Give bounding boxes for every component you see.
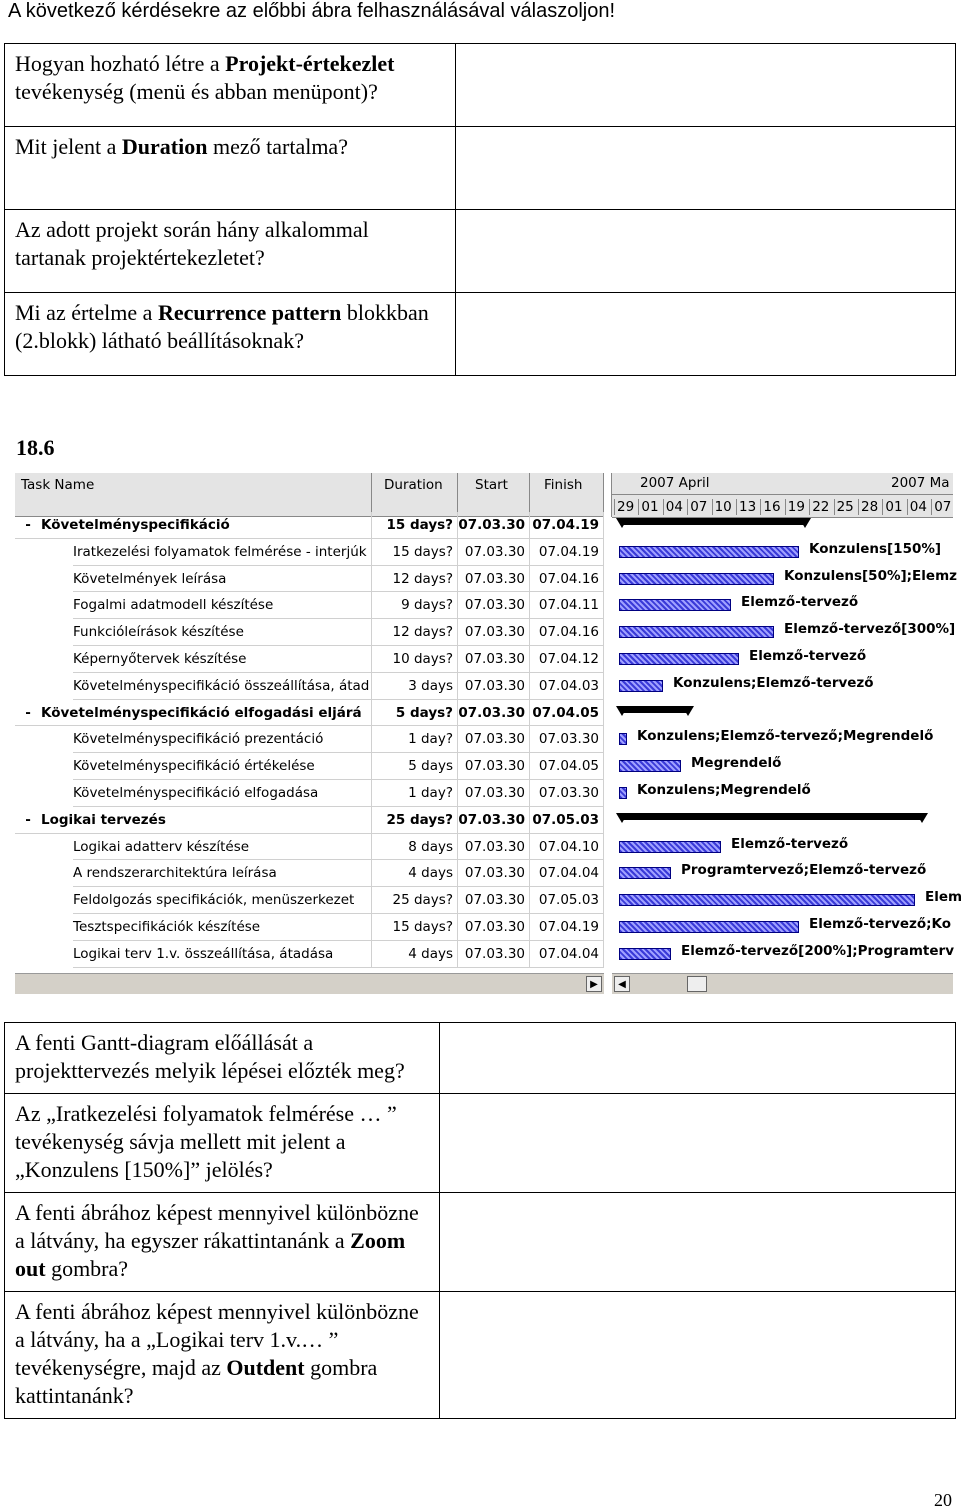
timescale-day: 07 — [687, 499, 711, 515]
question-text: A fenti Gantt-diagram előállását a projekttervezés melyik lépései előzték meg? — [15, 1030, 405, 1083]
task-duration[interactable]: 25 days? — [372, 807, 458, 834]
question-row — [5, 1094, 956, 1193]
task-duration[interactable]: 5 days? — [372, 700, 458, 727]
task-duration[interactable]: 4 days — [372, 941, 458, 968]
intro-text: A következő kérdésekre az előbbi ábra felhasználásával válaszoljon! — [8, 0, 616, 22]
task-finish[interactable]: 07.04.04 — [530, 860, 604, 887]
answer-cell[interactable] — [440, 1193, 956, 1292]
timescale-day: 19 — [785, 499, 809, 515]
question-row — [5, 210, 956, 293]
question-keyword: Outdent — [226, 1355, 305, 1380]
task-row[interactable] — [15, 887, 962, 914]
task-name[interactable]: Logikai tervezés — [41, 807, 372, 834]
task-name[interactable]: Tesztspecifikációk készítése — [73, 914, 372, 941]
question-cell — [5, 44, 456, 127]
task-bar[interactable] — [619, 653, 739, 665]
task-start[interactable]: 07.03.30 — [458, 700, 530, 727]
question-text: tevékenység (menü és abban menüpont)? — [15, 79, 378, 104]
task-finish[interactable]: 07.04.10 — [530, 834, 604, 861]
summary-bar[interactable] — [621, 518, 806, 525]
task-row[interactable] — [15, 673, 953, 700]
question-cell — [5, 127, 456, 210]
task-start[interactable]: 07.03.30 — [458, 726, 530, 753]
task-bar[interactable] — [619, 760, 681, 772]
resource-label: Elemző-tervező — [731, 835, 849, 852]
month-april: 2007 April — [640, 475, 710, 491]
task-name[interactable]: Követelményspecifikáció elfogadása — [73, 780, 372, 807]
answer-cell[interactable] — [440, 1292, 956, 1419]
resource-label: Konzulens;Elemző-tervező — [673, 674, 874, 691]
col-header-finish[interactable]: Finish — [530, 473, 604, 517]
task-row[interactable] — [15, 726, 953, 753]
resource-label: Konzulens[50%];Elemz — [784, 567, 957, 584]
scroll-left-icon[interactable]: ◀ — [614, 976, 630, 992]
col-header-task[interactable]: Task Name — [15, 473, 372, 517]
summary-bar[interactable] — [621, 706, 689, 713]
task-row[interactable] — [15, 780, 953, 807]
question-keyword: Duration — [121, 134, 208, 159]
task-name[interactable]: Logikai terv 1.v. összeállítása, átadása — [73, 941, 372, 968]
question-keyword: Zoom out — [15, 1228, 406, 1281]
answer-cell[interactable] — [456, 44, 956, 127]
timescale-day: 10 — [712, 499, 736, 515]
summary-task-row[interactable] — [15, 512, 953, 539]
task-bar[interactable] — [619, 680, 663, 692]
answer-cell[interactable] — [456, 293, 956, 376]
task-name[interactable]: Logikai adatterv készítése — [73, 834, 372, 861]
task-row[interactable] — [15, 592, 953, 619]
task-start[interactable]: 07.03.30 — [458, 619, 530, 646]
task-duration[interactable]: 25 days? — [372, 887, 458, 914]
task-duration[interactable]: 15 days? — [372, 512, 458, 539]
task-start[interactable]: 07.03.30 — [458, 512, 530, 539]
task-name[interactable]: Követelményspecifikáció elfogadási eljárá — [41, 700, 372, 727]
task-row[interactable] — [15, 646, 953, 673]
task-name[interactable]: Követelményspecifikáció prezentáció — [73, 726, 372, 753]
task-row[interactable] — [15, 619, 956, 646]
task-start[interactable]: 07.03.30 — [458, 539, 530, 566]
resource-label: Konzulens[150%] — [809, 540, 942, 557]
gantt-chart — [15, 473, 962, 998]
task-bar[interactable] — [619, 626, 774, 638]
resource-label: Elemző-tervező;Ko — [809, 916, 952, 932]
timescale-day: 25 — [834, 499, 858, 515]
question-row — [5, 127, 956, 210]
timescale-day: 01 — [638, 499, 662, 515]
timescale-day: 16 — [760, 499, 784, 515]
task-start[interactable]: 07.03.30 — [458, 673, 530, 700]
table-scrollbar[interactable] — [15, 973, 604, 994]
question-cell — [5, 210, 456, 293]
task-duration[interactable]: 1 day? — [372, 726, 458, 753]
task-bar[interactable] — [619, 921, 799, 933]
task-duration[interactable]: 9 days? — [372, 592, 458, 619]
question-row — [5, 1023, 956, 1094]
task-finish[interactable]: 07.04.05 — [530, 700, 604, 727]
resource-label: Elemző-tervező — [741, 594, 859, 611]
timescale-day: 04 — [907, 499, 931, 515]
task-start[interactable]: 07.03.30 — [458, 834, 530, 861]
question-cell — [5, 1292, 440, 1419]
task-name[interactable]: Követelményspecifikáció összeállítása, átad — [73, 673, 372, 700]
timescale-day: 28 — [858, 499, 882, 515]
answer-cell[interactable] — [456, 127, 956, 210]
task-duration[interactable]: 10 days? — [372, 646, 458, 673]
task-start[interactable]: 07.03.30 — [458, 914, 530, 941]
question-cell — [5, 1023, 440, 1094]
question-text: gombra kattintanánk? — [15, 1355, 378, 1408]
task-start[interactable]: 07.03.30 — [458, 780, 530, 807]
task-duration[interactable]: 12 days? — [372, 566, 458, 593]
timescale-day: 01 — [882, 499, 906, 515]
answer-cell[interactable] — [440, 1094, 956, 1193]
question-text: Az „Iratkezelési folyamatok felmérése … ” tevékenység sávja mellett mit jelent a „Konzulens [150%]” jelölés? — [15, 1101, 397, 1182]
question-text: Hogyan hozható létre a — [15, 51, 226, 76]
chart-scrollbar[interactable] — [612, 973, 953, 994]
questions-table-top — [4, 43, 956, 376]
task-duration[interactable]: 15 days? — [372, 914, 458, 941]
task-start[interactable]: 07.03.30 — [458, 860, 530, 887]
task-bar[interactable] — [619, 573, 774, 585]
question-text: Mi az értelme a — [15, 300, 158, 325]
task-start[interactable]: 07.03.30 — [458, 887, 530, 914]
task-start[interactable]: 07.03.30 — [458, 646, 530, 673]
resource-label: Elem — [925, 889, 962, 906]
question-text: A fenti ábrához képest mennyivel különbözne a látvány, ha egyszer rákattintanánk a — [15, 1200, 419, 1253]
question-cell — [5, 293, 456, 376]
resource-label: Elemző-tervező[200%];Programterv — [681, 942, 954, 959]
task-row[interactable] — [15, 566, 957, 593]
task-duration[interactable]: 15 days? — [372, 539, 458, 566]
summary-task-row[interactable] — [15, 700, 953, 727]
task-name[interactable]: Fogalmi adatmodell készítése — [73, 592, 372, 619]
task-finish[interactable]: 07.04.16 — [530, 619, 604, 646]
resource-label: Konzulens;Megrendelő — [637, 782, 811, 798]
task-start[interactable]: 07.03.30 — [458, 941, 530, 968]
question-text: mező tartalma? — [207, 134, 348, 159]
question-row — [5, 1292, 956, 1419]
task-name[interactable]: Követelmények leírása — [73, 566, 372, 593]
task-finish[interactable]: 07.04.19 — [530, 914, 604, 941]
scroll-thumb[interactable] — [687, 976, 707, 992]
task-finish[interactable]: 07.05.03 — [530, 807, 604, 834]
task-row[interactable] — [15, 914, 953, 941]
task-bar[interactable] — [619, 787, 627, 799]
resource-label: Elemző-tervező[300%] — [784, 621, 956, 638]
month-may: 2007 Ma — [891, 475, 950, 491]
collapse-icon[interactable]: - — [15, 512, 41, 539]
task-duration[interactable]: 12 days? — [372, 619, 458, 646]
timescale-day: 13 — [736, 499, 760, 515]
answer-cell[interactable] — [456, 210, 956, 293]
question-keyword: Projekt-értekezlet — [225, 51, 395, 76]
collapse-icon[interactable]: - — [15, 700, 41, 727]
task-finish[interactable]: 07.04.12 — [530, 646, 604, 673]
task-row[interactable] — [15, 860, 953, 887]
task-duration[interactable]: 4 days — [372, 860, 458, 887]
figure-number: 18.6 — [16, 435, 55, 460]
scroll-right-icon[interactable]: ▶ — [586, 976, 602, 992]
task-finish[interactable]: 07.04.16 — [530, 566, 604, 593]
question-row — [5, 1193, 956, 1292]
task-name[interactable]: A rendszerarchitektúra leírása — [73, 860, 372, 887]
task-start[interactable]: 07.03.30 — [458, 753, 530, 780]
task-bar[interactable] — [619, 894, 915, 906]
task-finish[interactable]: 07.03.30 — [530, 780, 604, 807]
task-row[interactable] — [15, 941, 953, 968]
summary-bar[interactable] — [621, 813, 923, 820]
timescale-day: 04 — [663, 499, 687, 515]
resource-label: Konzulens;Elemző-tervező;Megrendelő — [637, 728, 934, 745]
question-cell — [5, 1193, 440, 1292]
question-text: Mit jelent a — [15, 134, 122, 159]
question-cell — [5, 1094, 440, 1193]
task-name[interactable]: Feldolgozás specifikációk, menüszerkezet — [73, 887, 372, 914]
task-name[interactable]: Képernyőtervek készítése — [73, 646, 372, 673]
resource-label: Elemző-tervező — [749, 648, 867, 664]
task-finish[interactable]: 07.03.30 — [530, 726, 604, 753]
task-bar[interactable] — [619, 599, 731, 611]
task-finish[interactable]: 07.04.04 — [530, 941, 604, 968]
col-header-duration[interactable]: Duration — [372, 473, 458, 517]
task-bar[interactable] — [619, 948, 671, 960]
task-name[interactable]: Funkcióleírások készítése — [73, 619, 372, 646]
task-finish[interactable]: 07.04.11 — [530, 592, 604, 619]
task-duration[interactable]: 8 days — [372, 834, 458, 861]
task-bar[interactable] — [619, 733, 627, 745]
timescale-day: 22 — [809, 499, 833, 515]
question-text: gombra? — [45, 1256, 129, 1281]
page-number: 20 — [934, 1490, 952, 1510]
task-start[interactable]: 07.03.30 — [458, 592, 530, 619]
task-finish[interactable]: 07.04.03 — [530, 673, 604, 700]
task-finish[interactable]: 07.04.19 — [530, 539, 604, 566]
task-bar[interactable] — [619, 867, 671, 879]
task-finish[interactable]: 07.05.03 — [530, 887, 604, 914]
timescale-day: 29 — [614, 499, 638, 515]
resource-label: Programtervező;Elemző-tervező — [681, 862, 927, 879]
task-finish[interactable]: 07.04.19 — [530, 512, 604, 539]
timescale-day: 07 — [931, 499, 955, 515]
col-header-start[interactable]: Start — [458, 473, 530, 517]
task-duration[interactable]: 5 days — [372, 753, 458, 780]
collapse-icon[interactable]: - — [15, 807, 41, 834]
questions-table-bottom — [4, 1022, 956, 1419]
task-bar[interactable] — [619, 546, 799, 558]
task-row[interactable] — [15, 753, 953, 780]
answer-cell[interactable] — [440, 1023, 956, 1094]
task-name[interactable]: Követelményspecifikáció értékelése — [73, 753, 372, 780]
summary-task-row[interactable] — [15, 807, 953, 834]
task-row[interactable] — [15, 539, 953, 566]
question-text: A fenti ábrához képest mennyivel különbözne a látvány, ha a „Logikai terv 1.v.… ” tevékenységre, majd az — [15, 1299, 419, 1380]
task-finish[interactable]: 07.04.05 — [530, 753, 604, 780]
question-text: blokkban (2.blokk) látható beállításoknak? — [15, 300, 429, 353]
task-start[interactable]: 07.03.30 — [458, 807, 530, 834]
task-start[interactable]: 07.03.30 — [458, 566, 530, 593]
timescale-months — [612, 473, 953, 495]
question-row — [5, 44, 956, 127]
task-name[interactable]: Követelményspecifikáció — [41, 512, 372, 539]
question-text: Az adott projekt során hány alkalommal tartanak projektértekezletet? — [15, 217, 369, 270]
resource-label: Megrendelő — [691, 755, 782, 772]
question-row — [5, 293, 956, 376]
task-bar[interactable] — [619, 841, 721, 853]
task-duration[interactable]: 1 day? — [372, 780, 458, 807]
question-keyword: Recurrence pattern — [157, 300, 342, 325]
task-name[interactable]: Iratkezelési folyamatok felmérése - interjúk — [73, 539, 372, 566]
task-row[interactable] — [15, 834, 953, 861]
task-duration[interactable]: 3 days — [372, 673, 458, 700]
